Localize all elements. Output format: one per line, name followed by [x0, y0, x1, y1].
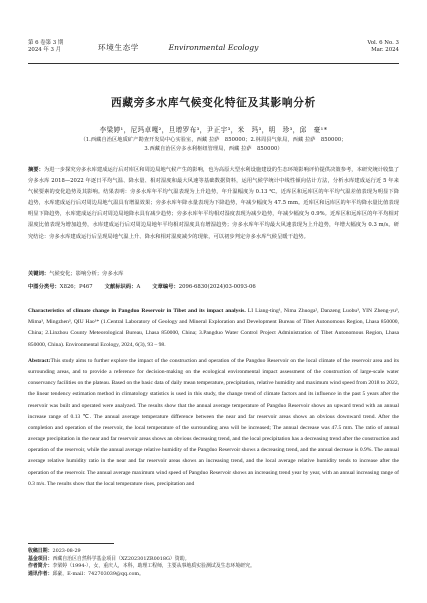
cn-classification	[28, 282, 399, 290]
cn-title: 西藏旁多水库气候变化特征及其影响分析	[110, 97, 317, 109]
received-label: 收稿日期：	[28, 548, 53, 554]
cn-keywords-text: 气候变化；影响分析；旁多水库	[49, 271, 124, 277]
footnote-author	[28, 563, 399, 571]
author-bio-label: 作者简介：	[28, 563, 53, 570]
article-no-label: 文章编号：	[152, 284, 179, 290]
header-volume-en: Vol. 6 No. 3	[367, 40, 399, 46]
header-rule	[28, 63, 399, 64]
cn-authors: 李梁婷¹，尼玛卓嘎²，旦增罗布³，尹正宇³，米 玛³，明 珍³，邱 豪¹*	[99, 126, 328, 134]
footnote-rule	[28, 543, 114, 544]
corresponding-label: 通讯作者：	[28, 570, 53, 577]
cn-abstract-label: 摘要：	[28, 167, 44, 173]
footnote-received	[28, 548, 399, 556]
article-no-value: 2096-6830(2024)03-0093-06	[178, 284, 256, 290]
cn-keywords-label: 关键词：	[28, 271, 50, 277]
running-header	[28, 40, 399, 64]
doc-code-label: 文献标识码：	[104, 284, 137, 290]
fund-text: 西藏自治区自然科学基金项目（XZ202301ZR0018G）资助。	[52, 555, 190, 562]
fund-label: 基金项目：	[28, 555, 53, 562]
footnotes	[28, 548, 399, 578]
en-abstract-label: Abstract:	[28, 358, 51, 364]
header-date-en: Mar. 2024	[371, 47, 399, 53]
cn-affiliations	[0, 136, 427, 154]
header-journal-cn: 环境生态学	[98, 43, 139, 52]
header-date-cn: 2024 年 3 月	[28, 47, 62, 53]
doc-code-value: A	[136, 284, 141, 290]
cn-affiliation-line: 3.西藏自治区旁多水利枢纽管理局，西藏 拉萨 850000）	[144, 146, 283, 152]
cn-keywords	[28, 269, 399, 277]
author-bio-text: 李梁婷（1994-），女，重庆人，本科，助理工程师，主要从事地质实验测试及生态环境研究。	[52, 563, 255, 570]
en-title: Characteristics of climate change in Pangduo Reservoir in Tibet and its impact analysis.	[28, 308, 246, 314]
cn-affiliation-line: （1.西藏自治区地质矿产勘查开发局中心实验室，西藏 拉萨 850000；2.林周县气象局，西藏 拉萨 850000；	[80, 137, 347, 143]
cn-abstract-text: 为进一步探究旁多水库建成运行后对库区和周边局地气候产生的影响，也为高原大型水利设施建设的生态环境影响评价提供决策参考，本研究统计收集了旁多水库 2018—2022 年逐日平均气温、降水量、相对湿度和最大风速等基础数据资料，运用气候学统计中线性倾向估计方法，分析水库建成运行近 5 年来气候要素的变化趋势及其影响。结果表明：旁多水库年平均气温表现为上升趋势，年升温幅度为 0.13 ℃。近库区和远库区的年平均气温差值表现为明显下降趋势，水库建成运行后对周边局地气温具有增温效果；旁多水库年降水量表现为下降趋势，年减少幅度为 47.5 mm。近库区和远库区的年平均降水量比值表现明显下降趋势，水库建成运行后对周边局地降水具有减少趋势；旁多水库年平均相对湿度表现为减少趋势，年减少幅度为 0.9%。近库区和远库区的年平均相对湿度比值表现为增加趋势，水库建成运行后对周边局地年平均相对湿度具有增湿趋势；旁多水库年平均最大风速表现为上升趋势，年增大幅度为 0.3 m/s。研究结论：旁多水库建成运行后呈现局地气温上升、降水和相对湿度减少的现象，可以初步判定旁多水库气候呈暖干趋势。	[28, 167, 400, 240]
en-authors-affiliations: LI Liang-ting¹, Nima Zhuoga², Danzeng Luobu³, YIN Zheng-yu³, Mima³, Mingzhen³, QIU Hao¹* (1.Central Laboratory of Geology and Mineral Exploration and Development Bureau of Tibet Autonomous Region, Lhasa 850000, China; 2.Linzhou County Meteorological Bureau, Lhasa 850000, China; 3.Pangduo Water Control Project Administration of Tibet Autonomous Region, Lhasa 850000, China). Environmental Ecology, 2024, 6(3), 93 – 98.	[28, 308, 399, 348]
en-abstract	[28, 356, 399, 490]
cn-abstract	[28, 165, 399, 243]
header-issue-en	[367, 40, 399, 54]
header-journal-en: Environmental Ecology	[168, 43, 259, 52]
en-abstract-text: This study aims to further explore the impact of the construction and operation of the Pangduo Reservoir on the local climate of the reservoir area and its surrounding areas, and to provide a reference for decision-making on the ecological environmental impact assessment of the construction of large-scale water conservancy facilities on the plateau. Based on the basic data of daily mean temperature, precipitation, relative humidity and maximum wind speed from 2018 to 2022, the linear tendency estimation method in climatology statistics is used in this study, the change trend of climate factors and its influence in the past 5 years after the reservoir was built and operated were analyzed. The results show that the annual average temperature of Pangduo Reservoir shows an upward trend with an annual increase range of 0.13 ℃. The annual average temperature difference between the near and far reservoir areas shows an obvious downward trend. After the completion and operation of the reservoir, the local temperature of the surrounding area will be increased; The annual decrease was 47.5 mm. The ratio of annual average precipitation in the near and far reservoir areas shows an obvious decreasing trend, and the local precipitation has a decreasing trend after the construction and operation of the reservoir, while the annual average relative humidity of the Pangduo Reservoir shows a decreasing trend, and the annual decrease is 0.9%. The annual average relative humidity ratio in the near and far reservoir areas shows an increasing trend, and the local average relative humidity tends to increase after the operation of the reservoir. The annual average maximum wind speed of Pangduo Reservoir shows an increasing trend year by year, with an annual increasing range of 0.3 m/s. The results show that the local temperature rises, precipitation and	[28, 358, 399, 487]
header-volume-cn: 第 6 卷第 3 期	[28, 40, 64, 46]
clc-value: X826；P467	[59, 284, 93, 290]
en-title-block	[28, 306, 399, 351]
corresponding-text: 邱豪，E-mail：742703039@qq.com。	[52, 570, 144, 577]
footnote-corresponding	[28, 571, 399, 579]
clc-label: 中图分类号：	[28, 284, 60, 290]
received-date: 2023-08-29	[52, 548, 81, 554]
